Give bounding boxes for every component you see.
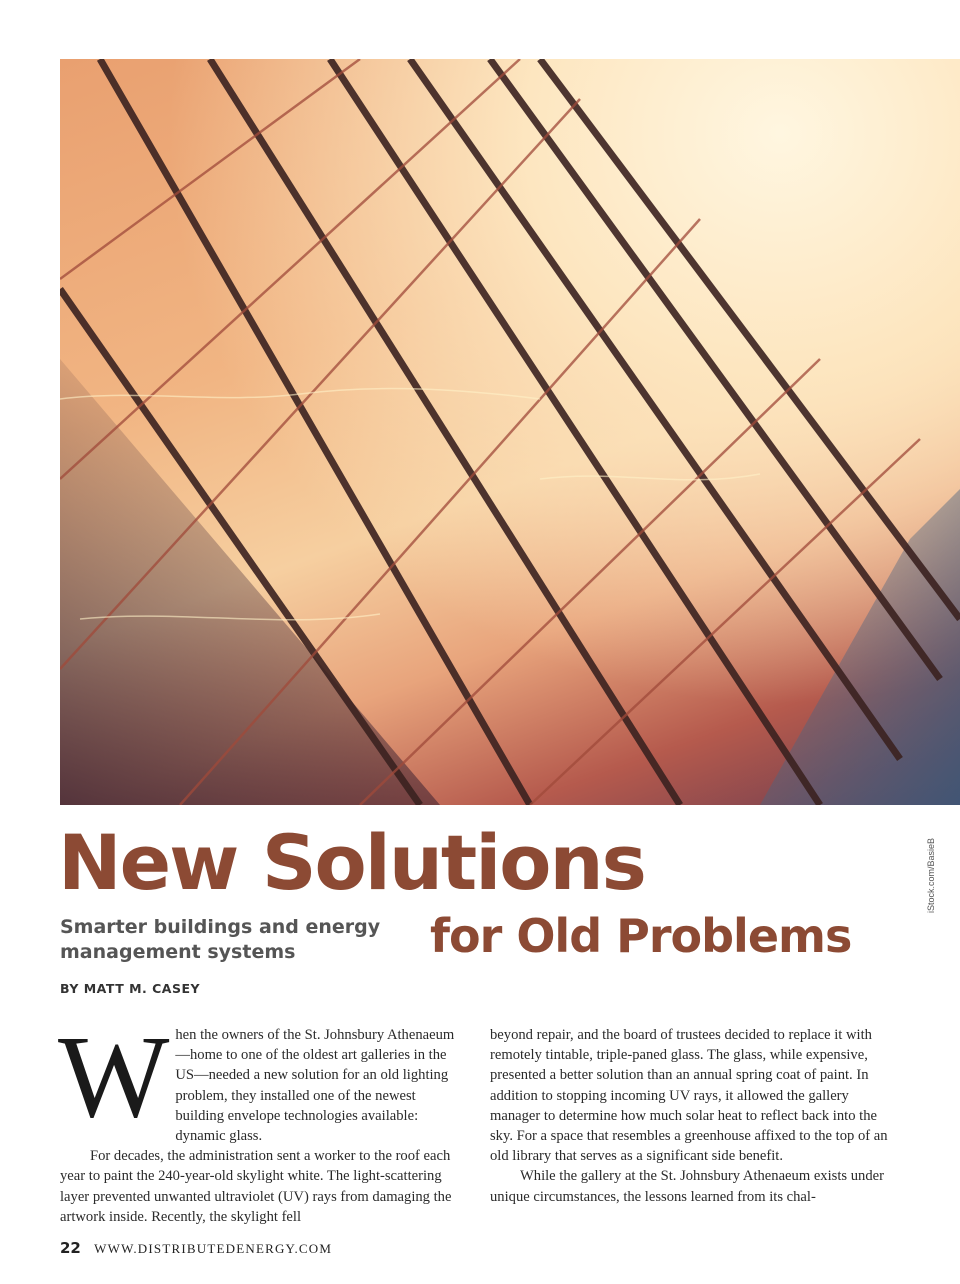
glass-grid-illustration: [60, 59, 960, 805]
paragraph-4: While the gallery at the St. Johnsbury Athenaeum exists under unique circumstances, the lessons learned from its chal-: [490, 1168, 884, 1205]
paragraph-1: hen the owners of the St. Johnsbury Athenaeum—home to one of the oldest art galleries in the US—needed a new solution for an old lighting problem, they installed one of the newest building envelope technologies available: dynamic glass.: [175, 1027, 455, 1145]
body-column-2: [490, 1025, 900, 1207]
page-number: 22: [60, 1239, 81, 1257]
headline-line-2: for Old Problems: [430, 909, 852, 963]
page-footer: [60, 1239, 332, 1257]
author-byline: BY MATT M. CASEY: [60, 981, 201, 996]
body-column-1: [58, 1011, 465, 1227]
paragraph-3: beyond repair, and the board of trustees decided to replace it with remotely tintable, triple-paned glass. The glass, while expensive, presented a better solution than an annual spring coat of paint. In addition to stopping incoming UV rays, it allowed the gallery manager to determine how much solar heat to reflect back into the sky. For a space that resembles a greenhouse affixed to the top of an old library that serves as a significant side benefit.: [490, 1027, 888, 1165]
paragraph-2: For decades, the administration sent a worker to the roof each year to paint the 240-year-old skylight white. The light-scattering layer prevented unwanted ultraviolet (UV) rays from damaging the artwork inside. Recently, the skylight fell: [60, 1148, 452, 1225]
headline-line-1: New Solutions: [58, 818, 645, 907]
photo-credit: iStock.com/BasieB: [926, 837, 936, 913]
article-subtitle: Smarter buildings and energy management systems: [60, 916, 381, 963]
drop-cap: W: [58, 1011, 170, 1142]
hero-photo-glass-facade: [60, 59, 960, 805]
website-link[interactable]: WWW.DISTRIBUTEDENERGY.COM: [94, 1241, 333, 1256]
